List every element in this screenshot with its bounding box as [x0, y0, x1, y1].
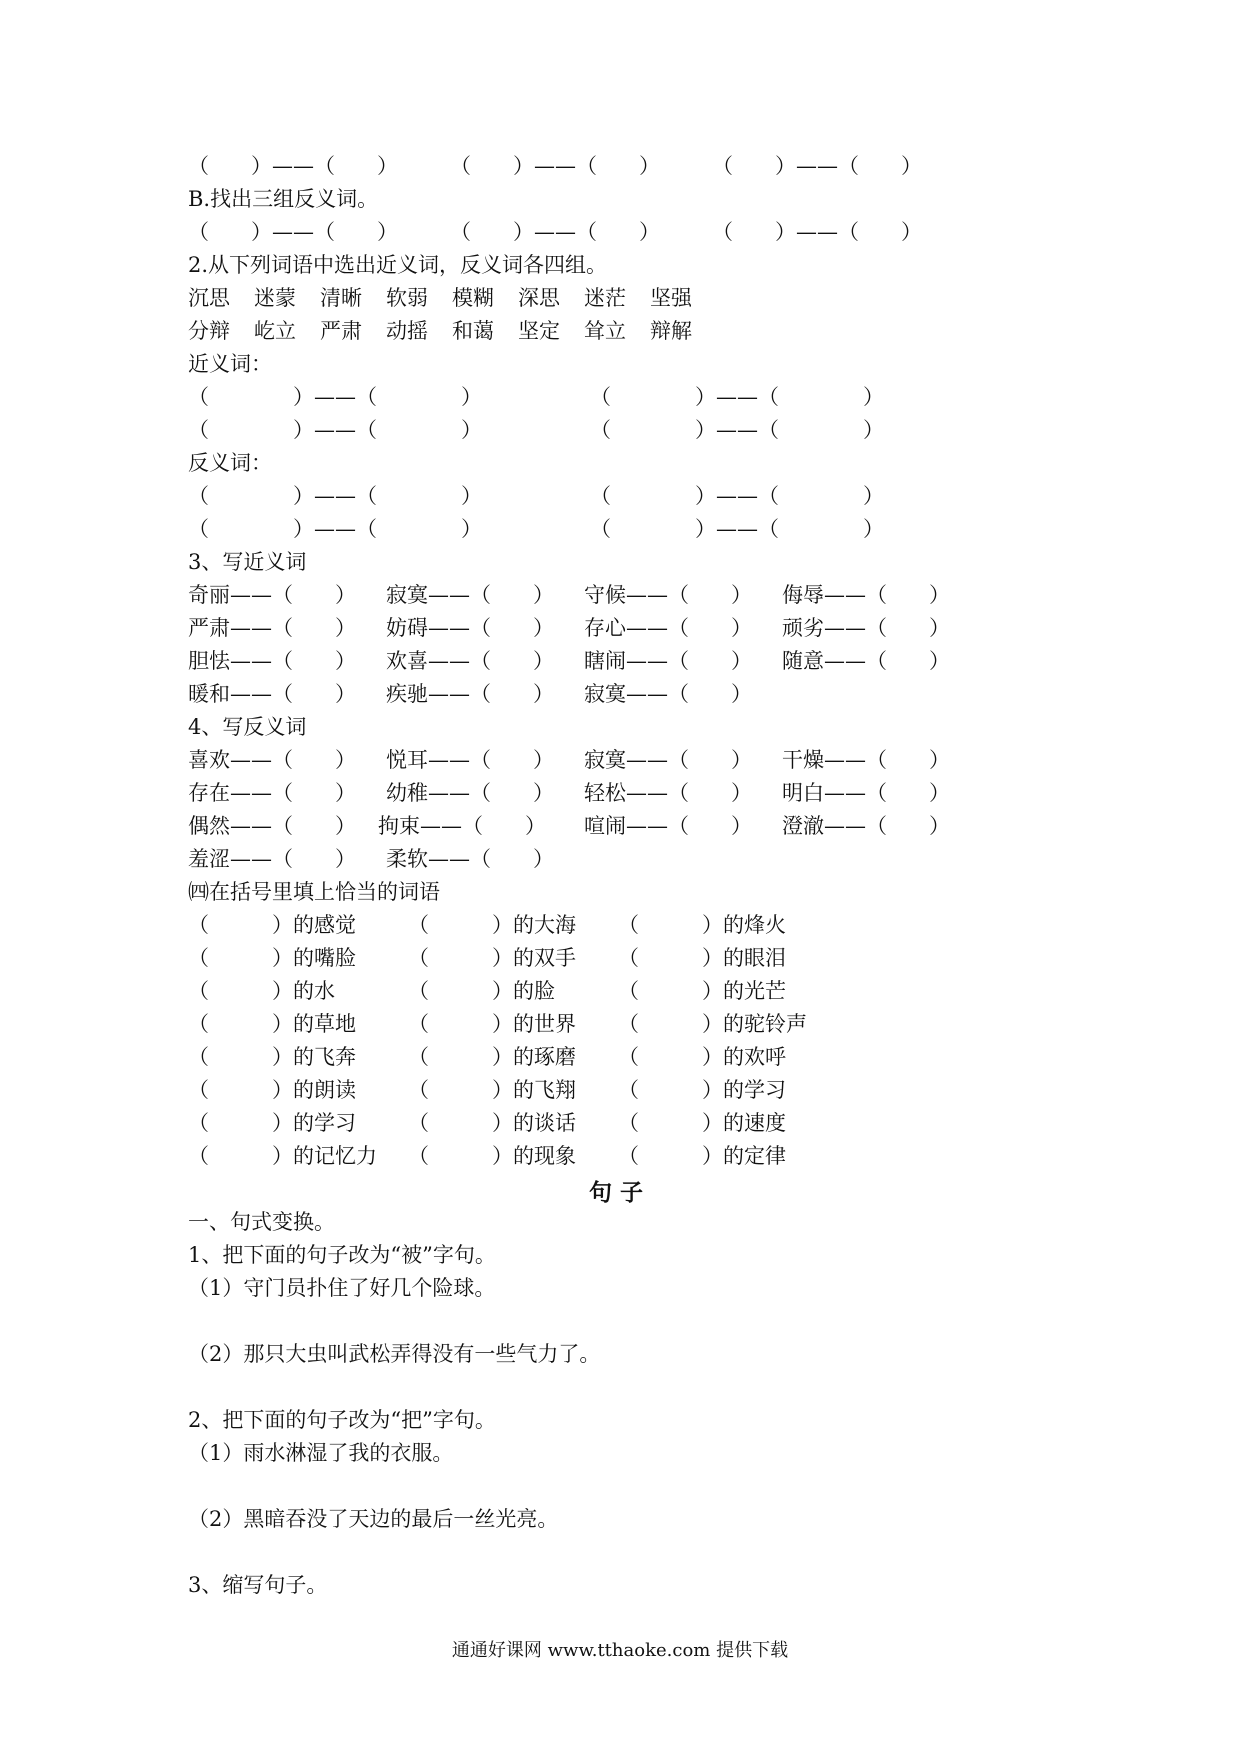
blank-pair: （ ）——（ ） — [188, 220, 398, 244]
fill-item: （ ）的记忆力 — [188, 1144, 377, 1168]
s1-item: （2）那只大虫叫武松弄得没有一些气力了。 — [188, 1342, 601, 1366]
word: 深思 — [518, 286, 560, 310]
antonym-item: 喜欢——（ ） — [188, 748, 356, 772]
fill-item: （ ）的欢呼 — [618, 1045, 786, 1069]
synonym-item: 暖和——（ ） — [188, 682, 356, 706]
synonym-item: 侮辱——（ ） — [782, 583, 950, 607]
blank-pair: （ ）——（ ） — [590, 517, 884, 541]
antonym-item: 拘束——（ ） — [378, 814, 546, 838]
antonym-item: 轻松——（ ） — [584, 781, 752, 805]
word: 辩解 — [650, 319, 692, 343]
word: 迷蒙 — [254, 286, 296, 310]
antonym-item: 偶然——（ ） — [188, 814, 356, 838]
synonym-item: 瞎闹——（ ） — [584, 649, 752, 673]
antonym-item: 寂寞——（ ） — [584, 748, 752, 772]
word: 模糊 — [452, 286, 494, 310]
synonym-item: 寂寞——（ ） — [386, 583, 554, 607]
synonym-item: 严肃——（ ） — [188, 616, 356, 640]
fill-item: （ ）的飞翔 — [408, 1078, 576, 1102]
synonym-item: 胆怯——（ ） — [188, 649, 356, 673]
blank-pair: （ ）——（ ） — [450, 154, 660, 178]
blank-pair: （ ）——（ ） — [450, 220, 660, 244]
blank-pair: （ ）——（ ） — [590, 385, 884, 409]
word: 坚强 — [650, 286, 692, 310]
word: 清晰 — [320, 286, 362, 310]
word: 迷茫 — [584, 286, 626, 310]
synonym-item: 疾驰——（ ） — [386, 682, 554, 706]
fill-item: （ ）的谈话 — [408, 1111, 576, 1135]
word: 软弱 — [386, 286, 428, 310]
word: 坚定 — [518, 319, 560, 343]
part-heading: 一、句式变换。 — [188, 1210, 335, 1234]
fill-item: （ ）的飞奔 — [188, 1045, 356, 1069]
blank-pair: （ ）——（ ） — [188, 154, 398, 178]
fill-item: （ ）的速度 — [618, 1111, 786, 1135]
synonym-item: 奇丽——（ ） — [188, 583, 356, 607]
synonym-item: 存心——（ ） — [584, 616, 752, 640]
blank-pair: （ ）——（ ） — [590, 484, 884, 508]
word: 沉思 — [188, 286, 230, 310]
word: 和蔼 — [452, 319, 494, 343]
word: 屹立 — [254, 319, 296, 343]
fill-item: （ ）的驼铃声 — [618, 1012, 807, 1036]
fill-item: （ ）的琢磨 — [408, 1045, 576, 1069]
antonym-item: 柔软——（ ） — [386, 847, 554, 871]
synonym-item: 欢喜——（ ） — [386, 649, 554, 673]
s1-item: （1）守门员扑住了好几个险球。 — [188, 1276, 496, 1300]
synonym-item: 随意——（ ） — [782, 649, 950, 673]
antonym-label: 反义词： — [188, 451, 272, 475]
antonym-item: 喧闹——（ ） — [584, 814, 752, 838]
fill-item: （ ）的水 — [188, 979, 335, 1003]
fill-item: （ ）的定律 — [618, 1144, 786, 1168]
fill-item: （ ）的烽火 — [618, 913, 786, 937]
section-title: 句子 — [589, 1179, 651, 1206]
fill-item: （ ）的现象 — [408, 1144, 576, 1168]
antonym-item: 幼稚——（ ） — [386, 781, 554, 805]
word: 严肃 — [320, 319, 362, 343]
fill-item: （ ）的眼泪 — [618, 946, 786, 970]
s2-heading: 2、把下面的句子改为“把”字句。 — [188, 1408, 496, 1432]
s2-item: （1）雨水淋湿了我的衣服。 — [188, 1441, 454, 1465]
blank-pair: （ ）——（ ） — [188, 517, 482, 541]
antonym-item: 澄澈——（ ） — [782, 814, 950, 838]
fill-item: （ ）的朗读 — [188, 1078, 356, 1102]
s2-item: （2）黑暗吞没了天边的最后一丝光亮。 — [188, 1507, 559, 1531]
fill-item: （ ）的学习 — [618, 1078, 786, 1102]
q2-heading: 2.从下列词语中选出近义词，反义词各四组。 — [188, 253, 608, 277]
fill-item: （ ）的脸 — [408, 979, 555, 1003]
antonym-item: 干燥——（ ） — [782, 748, 950, 772]
q3-heading: 3、写近义词 — [188, 550, 307, 574]
blank-pair: （ ）——（ ） — [712, 220, 922, 244]
fill-item: （ ）的光芒 — [618, 979, 786, 1003]
word: 耸立 — [584, 319, 626, 343]
antonym-item: 明白——（ ） — [782, 781, 950, 805]
blank-pair: （ ）——（ ） — [188, 484, 482, 508]
blank-pair: （ ）——（ ） — [712, 154, 922, 178]
q5-heading: ㈣在括号里填上恰当的词语 — [188, 880, 440, 904]
blank-pair: （ ）——（ ） — [188, 418, 482, 442]
fill-item: （ ）的感觉 — [188, 913, 356, 937]
section-b-heading: B.找出三组反义词。 — [188, 187, 379, 211]
fill-item: （ ）的嘴脸 — [188, 946, 356, 970]
blank-pair: （ ）——（ ） — [590, 418, 884, 442]
synonym-item: 顽劣——（ ） — [782, 616, 950, 640]
blank-pair: （ ）——（ ） — [188, 385, 482, 409]
fill-item: （ ）的学习 — [188, 1111, 356, 1135]
synonym-label: 近义词： — [188, 352, 272, 376]
fill-item: （ ）的草地 — [188, 1012, 356, 1036]
synonym-item: 守候——（ ） — [584, 583, 752, 607]
antonym-item: 羞涩——（ ） — [188, 847, 356, 871]
antonym-item: 存在——（ ） — [188, 781, 356, 805]
s3-heading: 3、缩写句子。 — [188, 1573, 328, 1597]
q4-heading: 4、写反义词 — [188, 715, 307, 739]
fill-item: （ ）的双手 — [408, 946, 576, 970]
word: 分辩 — [188, 319, 230, 343]
synonym-item: 寂寞——（ ） — [584, 682, 752, 706]
synonym-item: 妨碍——（ ） — [386, 616, 554, 640]
antonym-item: 悦耳——（ ） — [386, 748, 554, 772]
fill-item: （ ）的大海 — [408, 913, 576, 937]
footer-text: 通通好课网 www.tthaoke.com 提供下载 — [451, 1640, 789, 1661]
fill-item: （ ）的世界 — [408, 1012, 576, 1036]
s1-heading: 1、把下面的句子改为“被”字句。 — [188, 1243, 496, 1267]
word: 动摇 — [386, 319, 428, 343]
